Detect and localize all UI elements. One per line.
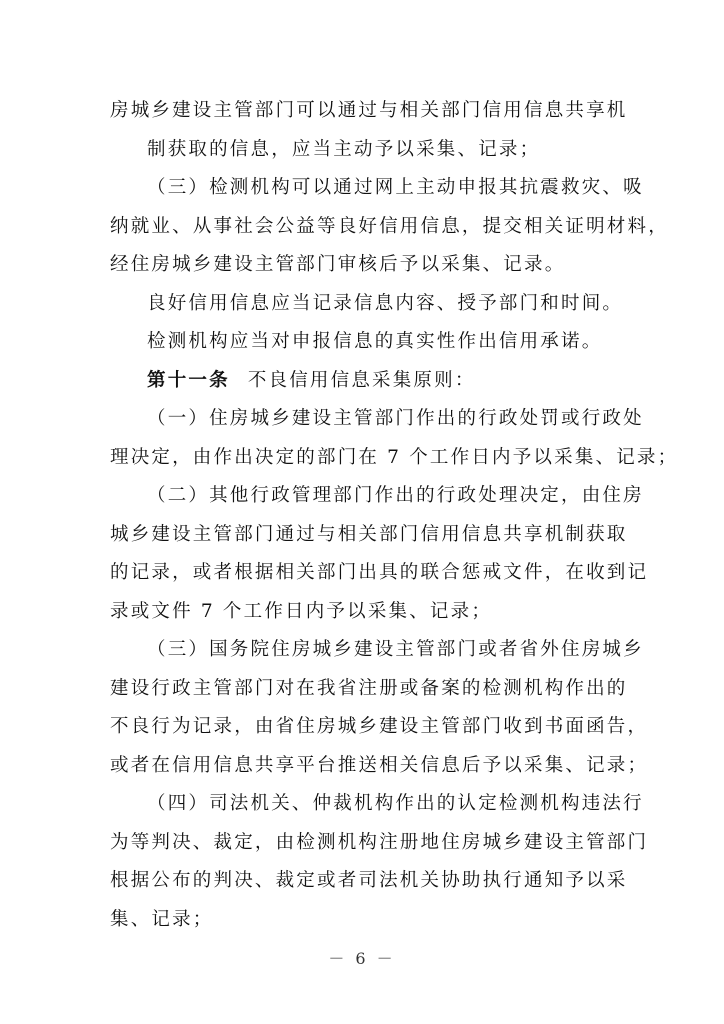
text-line: 集、记录； (110, 908, 214, 930)
page-number: － 6 － (328, 949, 396, 968)
text-line: （四）司法机关、仲裁机构作出的认定检测机构违法行 (147, 793, 644, 814)
article-heading: 第十一条 (147, 369, 230, 391)
text-line: 录或文件 7 个工作日内予以采集、记录； (110, 600, 493, 622)
text-line: （三）检测机构可以通过网上主动申报其抗震救灾、吸 (147, 177, 644, 198)
text-line: 根据公布的判决、裁定或者司法机关协助执行通知予以采 (110, 870, 628, 891)
text-line: （三）国务院住房城乡建设主管部门或者省外住房城乡 (147, 639, 644, 660)
article-line (110, 362, 615, 401)
text-line: 的记录，或者根据相关部门出具的联合惩戒文件，在收到记 (110, 562, 649, 583)
article-text: 不良信用信息采集原则： (247, 369, 476, 391)
text-line: 良好信用信息应当记录信息内容、授予部门和时间。 (147, 292, 624, 314)
text-line: 经住房城乡建设主管部门审核后予以采集、记录。 (110, 254, 566, 275)
text-line: 检测机构应当对申报信息的真实性作出信用承诺。 (147, 331, 603, 352)
text-line: 城乡建设主管部门通过与相关部门信用信息共享机制获取 (110, 523, 628, 545)
text-line: 不良行为记录，由省住房城乡建设主管部门收到书面函告， (110, 716, 649, 737)
text-line: 理决定，由作出决定的部门在 7 个工作日内予以采集、记录； (110, 446, 679, 468)
text-line: （一）住房城乡建设主管部门作出的行政处罚或行政处 (147, 408, 644, 429)
text-line: （二）其他行政管理部门作出的行政处理决定，由住房 (147, 485, 644, 506)
body-text (110, 92, 679, 939)
text-line: 纳就业、从事社会公益等良好信用信息，提交相关证明材料， (110, 215, 669, 237)
text-line: 或者在信用信息共享平台推送相关信息后予以采集、记录； (110, 754, 649, 776)
text-line: 建设行政主管部门对在我省注册或备案的检测机构作出的 (110, 677, 628, 699)
text-line: 房城乡建设主管部门可以通过与相关部门信用信息共享机 (110, 100, 628, 121)
text-line: 为等判决、裁定，由检测机构注册地住房城乡建设主管部门 (110, 831, 649, 853)
text-line: 制获取的信息，应当主动予以采集、记录； (147, 138, 541, 160)
